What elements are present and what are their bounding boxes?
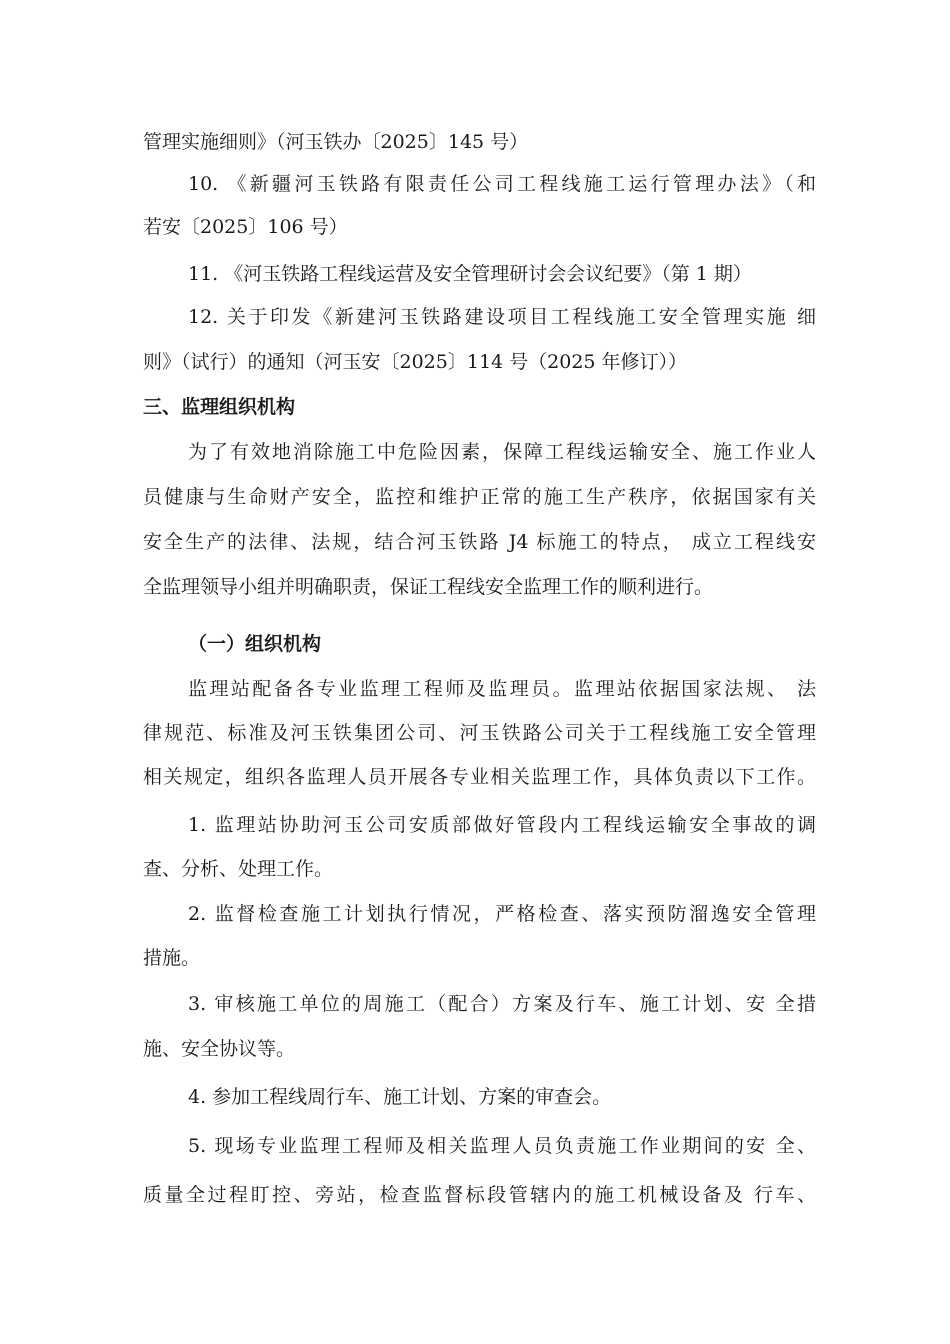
- reference-12-line-1: 12. 关于印发《新建河玉铁路建设项目工程线施工安全管理实施 细: [188, 306, 816, 328]
- item-2-line-1: 2. 监督检查施工计划执行情况，严格检查、落实预防溜逸安全管理: [188, 903, 816, 925]
- item-5-line-1: 5. 现场专业监理工程师及相关监理人员负责施工作业期间的安 全、: [188, 1135, 816, 1157]
- paragraph-1-line-3: 安全生产的法律、法规，结合河玉铁路 J4 标施工的特点， 成立工程线安: [143, 531, 816, 553]
- section-heading-3: 三、监理组织机构: [143, 396, 296, 418]
- item-4: 4. 参加工程线周行车、施工计划、方案的审查会。: [188, 1086, 612, 1108]
- item-3-line-1: 3. 审核施工单位的周施工（配合）方案及行车、施工计划、安 全措: [188, 993, 816, 1015]
- reference-11: 11. 《河玉铁路工程线运营及安全管理研讨会会议纪要》（第 1 期）: [188, 263, 752, 285]
- reference-12-line-2: 则》（试行）的通知（河玉安〔2025〕114 号（2025 年修订））: [143, 351, 688, 373]
- subsection-heading-1: （一）组织机构: [188, 633, 322, 655]
- item-1-line-2: 查、分析、处理工作。: [143, 858, 334, 880]
- paragraph-2-line-2: 律规范、标准及河玉铁集团公司、河玉铁路公司关于工程线施工安全管理: [143, 722, 816, 744]
- paragraph-1-line-1: 为了有效地消除施工中危险因素，保障工程线运输安全、施工作业人: [188, 441, 816, 463]
- item-1-line-1: 1. 监理站协助河玉公司安质部做好管段内工程线运输安全事故的调: [188, 814, 816, 836]
- paragraph-2-line-1: 监理站配备各专业监理工程师及监理员。监理站依据国家法规、 法: [188, 678, 816, 700]
- item-3-line-2: 施、安全协议等。: [143, 1038, 296, 1060]
- item-2-line-2: 措施。: [143, 947, 201, 969]
- paragraph-1-line-2: 员健康与生命财产安全，监控和维护正常的施工生产秩序，依据国家有关: [143, 486, 816, 508]
- reference-10-line-1: 10. 《新疆河玉铁路有限责任公司工程线施工运行管理办法》（和: [188, 173, 816, 195]
- item-5-line-2: 质量全过程盯控、旁站，检查监督标段管辖内的施工机械设备及 行车、: [143, 1184, 816, 1206]
- paragraph-1-line-4: 全监理领导小组并明确职责，保证工程线安全监理工作的顺利进行。: [143, 576, 714, 598]
- reference-10-line-2: 若安〔2025〕106 号）: [143, 216, 348, 238]
- paragraph-2-line-3: 相关规定，组织各监理人员开展各专业相关监理工作，具体负责以下工作。: [143, 766, 816, 788]
- reference-9-continuation: 管理实施细则》（河玉铁办〔2025〕145 号）: [143, 131, 529, 153]
